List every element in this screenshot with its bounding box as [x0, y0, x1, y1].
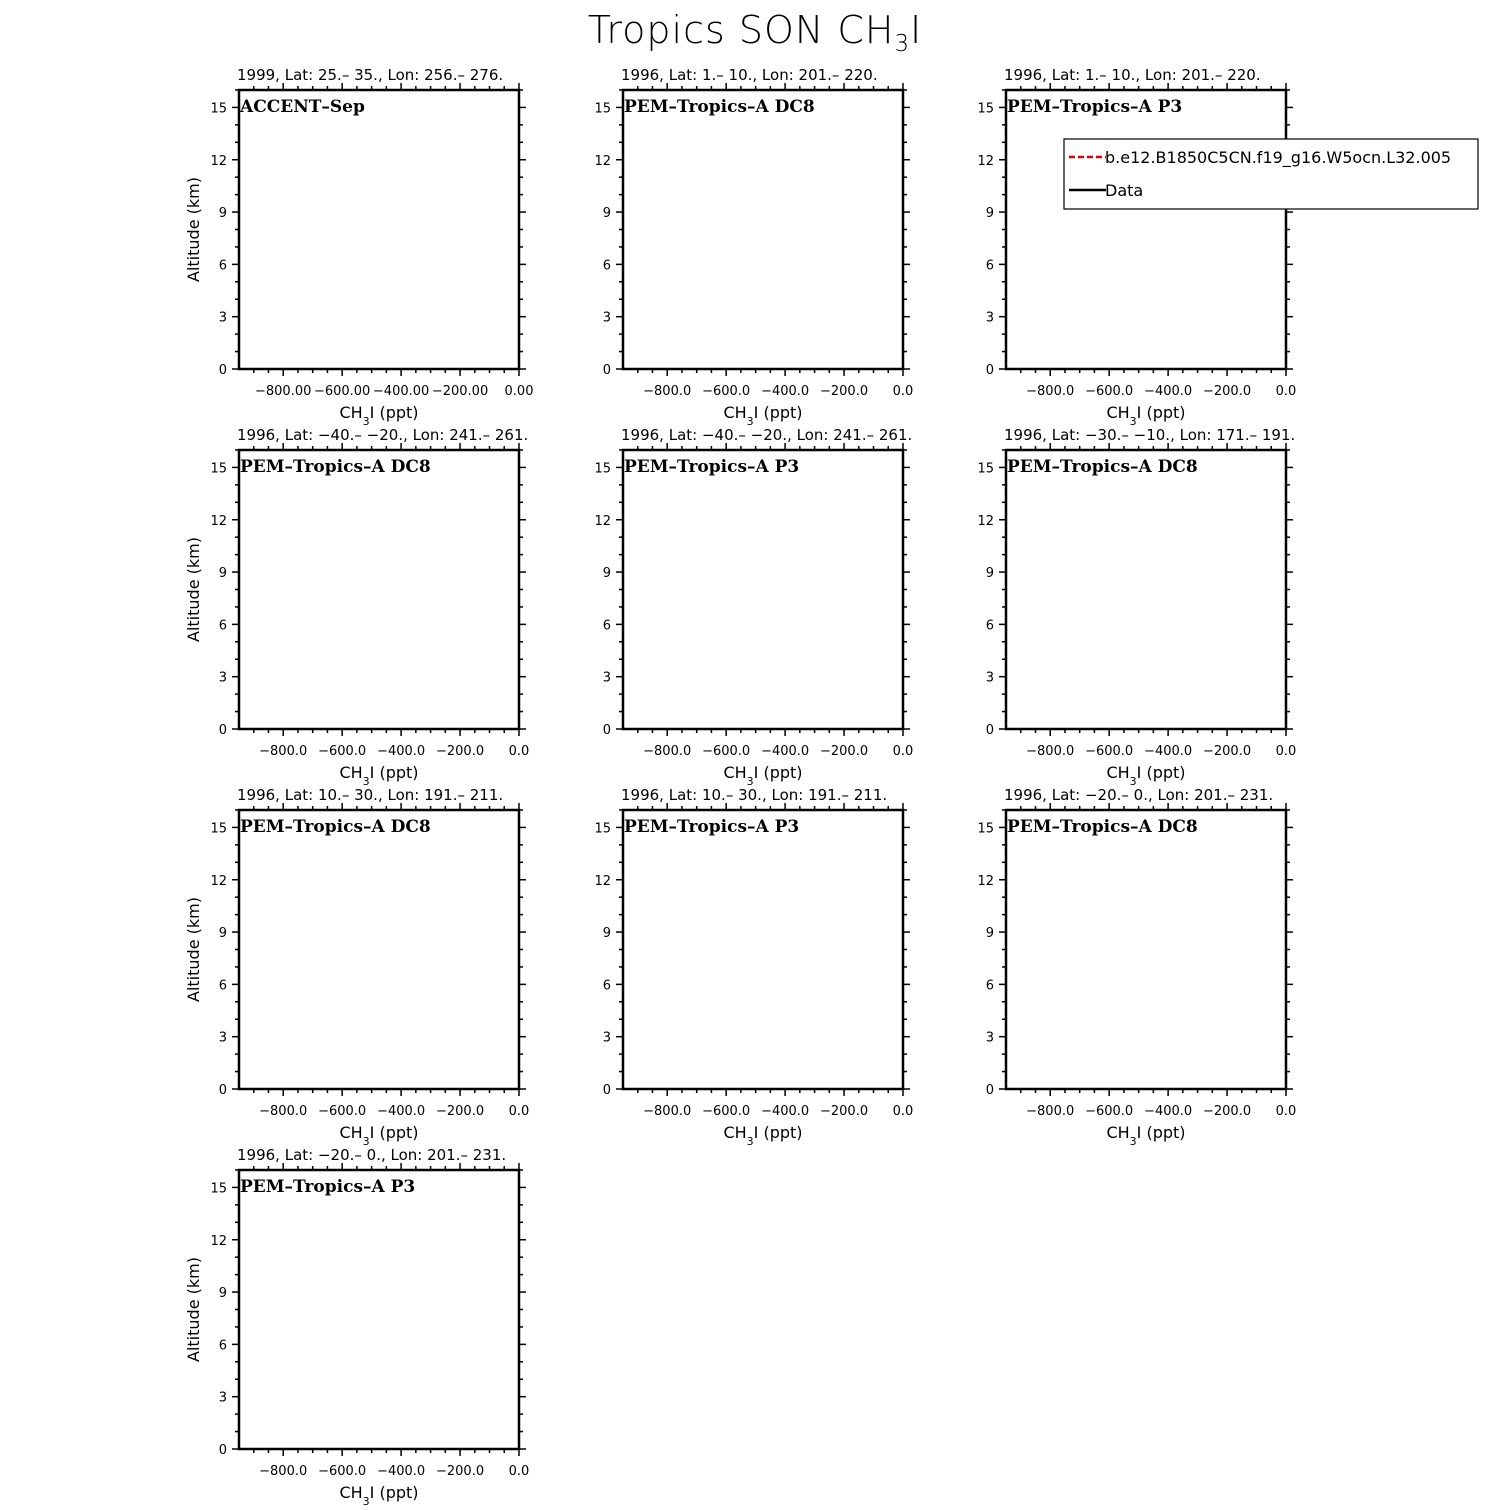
- y-tick-label: 0: [985, 363, 994, 378]
- y-tick-label: 15: [210, 461, 227, 477]
- x-tick-label: −200.0: [819, 384, 869, 399]
- y-tick-label: 15: [210, 1181, 227, 1197]
- campaign-label: PEM–Tropics–A DC8: [1007, 817, 1198, 837]
- y-tick-label: 12: [210, 1233, 227, 1249]
- panel-subtitle: 1996, Lat: −40.– −20., Lon: 241.– 261.: [237, 426, 529, 444]
- x-tick-label: −200.0: [435, 1464, 485, 1479]
- y-tick-label: 9: [218, 206, 227, 222]
- y-tick-label: 0: [602, 723, 611, 738]
- y-tick-label: 12: [977, 873, 994, 889]
- x-tick-label: −200.0: [819, 744, 869, 759]
- x-tick-label: −600.0: [702, 744, 751, 759]
- plot-frame: [239, 90, 519, 369]
- x-tick-label: −400.00: [372, 384, 430, 399]
- y-tick-label: 6: [218, 1338, 227, 1354]
- campaign-label: PEM–Tropics–A DC8: [240, 817, 431, 837]
- y-tick-label: 9: [602, 206, 611, 222]
- y-tick-label: 0: [985, 723, 994, 738]
- campaign-label: ACCENT–Sep: [240, 97, 365, 117]
- y-tick-label: 12: [210, 513, 227, 529]
- y-tick-label: 12: [594, 873, 611, 889]
- y-tick-label: 3: [602, 670, 611, 686]
- x-tick-label: −200.0: [1202, 384, 1252, 399]
- figure-title-suffix: I: [910, 8, 923, 52]
- campaign-label: PEM–Tropics–A DC8: [240, 457, 431, 477]
- x-tick-label: −400.0: [761, 744, 810, 759]
- plot-frame: [623, 810, 903, 1089]
- panel-subtitle: 1996, Lat: 1.– 10., Lon: 201.– 220.: [1004, 66, 1261, 84]
- x-axis-label: $CH_3I$ (ppt): [723, 763, 803, 788]
- panel-subtitle: 1996, Lat: 10.– 30., Lon: 191.– 211.: [621, 786, 888, 804]
- x-tick-label: −800.0: [1026, 384, 1075, 399]
- panel-10: [184, 1146, 529, 1508]
- y-tick-label: 3: [218, 1390, 227, 1406]
- x-tick-label: −800.0: [643, 384, 692, 399]
- y-tick-label: 15: [977, 101, 994, 117]
- y-tick-label: 6: [602, 618, 611, 634]
- y-tick-label: 15: [977, 461, 994, 477]
- x-tick-label: −600.0: [318, 1104, 367, 1119]
- x-tick-label: 0.0: [892, 744, 914, 759]
- plot-frame: [239, 450, 519, 729]
- y-tick-label: 6: [985, 618, 994, 634]
- panel-5: [594, 426, 913, 788]
- plot-frame: [623, 450, 903, 729]
- panel-2: [594, 66, 913, 428]
- x-tick-label: −400.0: [1144, 744, 1193, 759]
- legend-entry: Data: [1105, 181, 1144, 200]
- x-tick-label: −800.0: [1026, 1104, 1075, 1119]
- x-tick-label: 0.0: [1275, 1104, 1297, 1119]
- x-tick-label: −200.0: [1202, 1104, 1252, 1119]
- x-tick-label: −400.0: [377, 744, 426, 759]
- x-axis-label: $CH_3I$ (ppt): [339, 763, 419, 788]
- campaign-label: PEM–Tropics–A P3: [240, 1177, 416, 1197]
- panel-subtitle: 1996, Lat: −40.– −20., Lon: 241.– 261.: [621, 426, 913, 444]
- panel-3: [977, 66, 1478, 428]
- y-tick-label: 3: [602, 1030, 611, 1046]
- panel-4: [184, 426, 529, 788]
- y-tick-label: 6: [218, 978, 227, 994]
- x-tick-label: −200.0: [435, 744, 485, 759]
- panel-subtitle: 1996, Lat: −30.– −10., Lon: 171.– 191.: [1004, 426, 1296, 444]
- panel-subtitle: 1996, Lat: −20.– 0., Lon: 201.– 231.: [1004, 786, 1274, 804]
- plot-frame: [1006, 450, 1286, 729]
- y-tick-label: 12: [977, 153, 994, 169]
- plot-frame: [239, 1170, 519, 1449]
- y-tick-label: 15: [594, 101, 611, 117]
- figure-title-main: Tropics SON CH: [587, 8, 895, 52]
- y-tick-label: 9: [218, 1286, 227, 1302]
- panel-subtitle: 1996, Lat: −20.– 0., Lon: 201.– 231.: [237, 1146, 507, 1164]
- x-axis-label: $CH_3I$ (ppt): [339, 403, 419, 428]
- x-tick-label: −800.0: [259, 1464, 308, 1479]
- y-tick-label: 9: [218, 566, 227, 582]
- y-tick-label: 6: [985, 978, 994, 994]
- y-tick-label: 0: [218, 363, 227, 378]
- y-tick-label: 3: [985, 1030, 994, 1046]
- x-tick-label: −800.00: [255, 384, 312, 399]
- y-tick-label: 0: [985, 1083, 994, 1098]
- y-tick-label: 12: [977, 513, 994, 529]
- x-axis-label: $CH_3I$ (ppt): [339, 1483, 419, 1508]
- y-axis-label: Altitude (km): [184, 537, 203, 642]
- y-axis-label: Altitude (km): [184, 177, 203, 282]
- y-tick-label: 12: [210, 873, 227, 889]
- y-tick-label: 3: [218, 670, 227, 686]
- panel-9: [977, 786, 1296, 1148]
- campaign-label: PEM–Tropics–A P3: [1007, 97, 1183, 117]
- y-tick-label: 9: [985, 566, 994, 582]
- x-axis-label: $CH_3I$ (ppt): [1106, 1123, 1186, 1148]
- x-tick-label: −400.0: [761, 1104, 810, 1119]
- y-tick-label: 6: [602, 258, 611, 274]
- y-tick-label: 0: [218, 723, 227, 738]
- y-tick-label: 3: [218, 310, 227, 326]
- y-tick-label: 3: [218, 1030, 227, 1046]
- x-tick-label: 0.0: [508, 1104, 530, 1119]
- x-tick-label: −800.0: [259, 744, 308, 759]
- y-tick-label: 9: [602, 926, 611, 942]
- x-axis-label: $CH_3I$ (ppt): [723, 403, 803, 428]
- legend: [1064, 139, 1478, 209]
- y-tick-label: 0: [602, 1083, 611, 1098]
- x-axis-label: $CH_3I$ (ppt): [339, 1123, 419, 1148]
- x-tick-label: −400.0: [377, 1464, 426, 1479]
- plot-frame: [623, 90, 903, 369]
- y-tick-label: 0: [218, 1083, 227, 1098]
- x-tick-label: −600.0: [318, 1464, 367, 1479]
- x-tick-label: −600.00: [313, 384, 371, 399]
- y-tick-label: 15: [210, 101, 227, 117]
- y-tick-label: 3: [985, 670, 994, 686]
- x-tick-label: −400.0: [761, 384, 810, 399]
- y-tick-label: 0: [602, 363, 611, 378]
- campaign-label: PEM–Tropics–A DC8: [624, 97, 815, 117]
- x-tick-label: −400.0: [1144, 384, 1193, 399]
- panel-6: [977, 426, 1296, 788]
- panel-subtitle: 1996, Lat: 10.– 30., Lon: 191.– 211.: [237, 786, 504, 804]
- x-axis-label: $CH_3I$ (ppt): [723, 1123, 803, 1148]
- x-tick-label: 0.0: [1275, 384, 1297, 399]
- legend-entry: b.e12.B1850C5CN.f19_g16.W5ocn.L32.005: [1105, 148, 1452, 167]
- x-tick-label: −200.0: [435, 1104, 485, 1119]
- y-axis-label: Altitude (km): [184, 1257, 203, 1362]
- x-tick-label: 0.0: [508, 744, 530, 759]
- campaign-label: PEM–Tropics–A DC8: [1007, 457, 1198, 477]
- x-tick-label: 0.00: [504, 384, 534, 399]
- x-tick-label: −600.0: [1085, 1104, 1134, 1119]
- x-tick-label: −400.0: [377, 1104, 426, 1119]
- panel-1: [184, 66, 533, 428]
- y-axis-label: Altitude (km): [184, 897, 203, 1002]
- x-tick-label: −600.0: [1085, 384, 1134, 399]
- y-tick-label: 15: [594, 821, 611, 837]
- y-tick-label: 12: [594, 153, 611, 169]
- x-tick-label: −200.0: [1202, 744, 1252, 759]
- y-tick-label: 9: [985, 206, 994, 222]
- x-axis-label: $CH_3I$ (ppt): [1106, 403, 1186, 428]
- y-tick-label: 15: [210, 821, 227, 837]
- panel-7: [184, 786, 529, 1148]
- figure-title-subscript: 3: [894, 30, 911, 57]
- x-tick-label: −200.0: [819, 1104, 869, 1119]
- y-tick-label: 15: [977, 821, 994, 837]
- x-tick-label: −600.0: [702, 1104, 751, 1119]
- y-tick-label: 15: [594, 461, 611, 477]
- x-tick-label: 0.0: [892, 1104, 914, 1119]
- x-tick-label: −200.00: [431, 384, 489, 399]
- x-tick-label: 0.0: [1275, 744, 1297, 759]
- y-tick-label: 9: [218, 926, 227, 942]
- x-tick-label: −600.0: [318, 744, 367, 759]
- x-tick-label: −600.0: [1085, 744, 1134, 759]
- y-tick-label: 12: [210, 153, 227, 169]
- x-tick-label: −800.0: [1026, 744, 1075, 759]
- x-tick-label: −400.0: [1144, 1104, 1193, 1119]
- x-tick-label: 0.0: [892, 384, 914, 399]
- x-tick-label: −800.0: [643, 1104, 692, 1119]
- plot-frame: [1006, 90, 1286, 369]
- x-axis-label: $CH_3I$ (ppt): [1106, 763, 1186, 788]
- panel-subtitle: 1999, Lat: 25.– 35., Lon: 256.– 276.: [237, 66, 504, 84]
- y-tick-label: 3: [602, 310, 611, 326]
- plot-frame: [239, 810, 519, 1089]
- plot-frame: [1006, 810, 1286, 1089]
- campaign-label: PEM–Tropics–A P3: [624, 817, 800, 837]
- y-tick-label: 0: [218, 1443, 227, 1458]
- y-tick-label: 6: [985, 258, 994, 274]
- y-tick-label: 6: [602, 978, 611, 994]
- campaign-label: PEM–Tropics–A P3: [624, 457, 800, 477]
- x-tick-label: −800.0: [259, 1104, 308, 1119]
- x-tick-label: −600.0: [702, 384, 751, 399]
- panel-8: [594, 786, 913, 1148]
- y-tick-label: 9: [602, 566, 611, 582]
- y-tick-label: 9: [985, 926, 994, 942]
- y-tick-label: 12: [594, 513, 611, 529]
- x-tick-label: 0.0: [508, 1464, 530, 1479]
- x-tick-label: −800.0: [643, 744, 692, 759]
- panel-subtitle: 1996, Lat: 1.– 10., Lon: 201.– 220.: [621, 66, 878, 84]
- y-tick-label: 6: [218, 618, 227, 634]
- y-tick-label: 6: [218, 258, 227, 274]
- y-tick-label: 3: [985, 310, 994, 326]
